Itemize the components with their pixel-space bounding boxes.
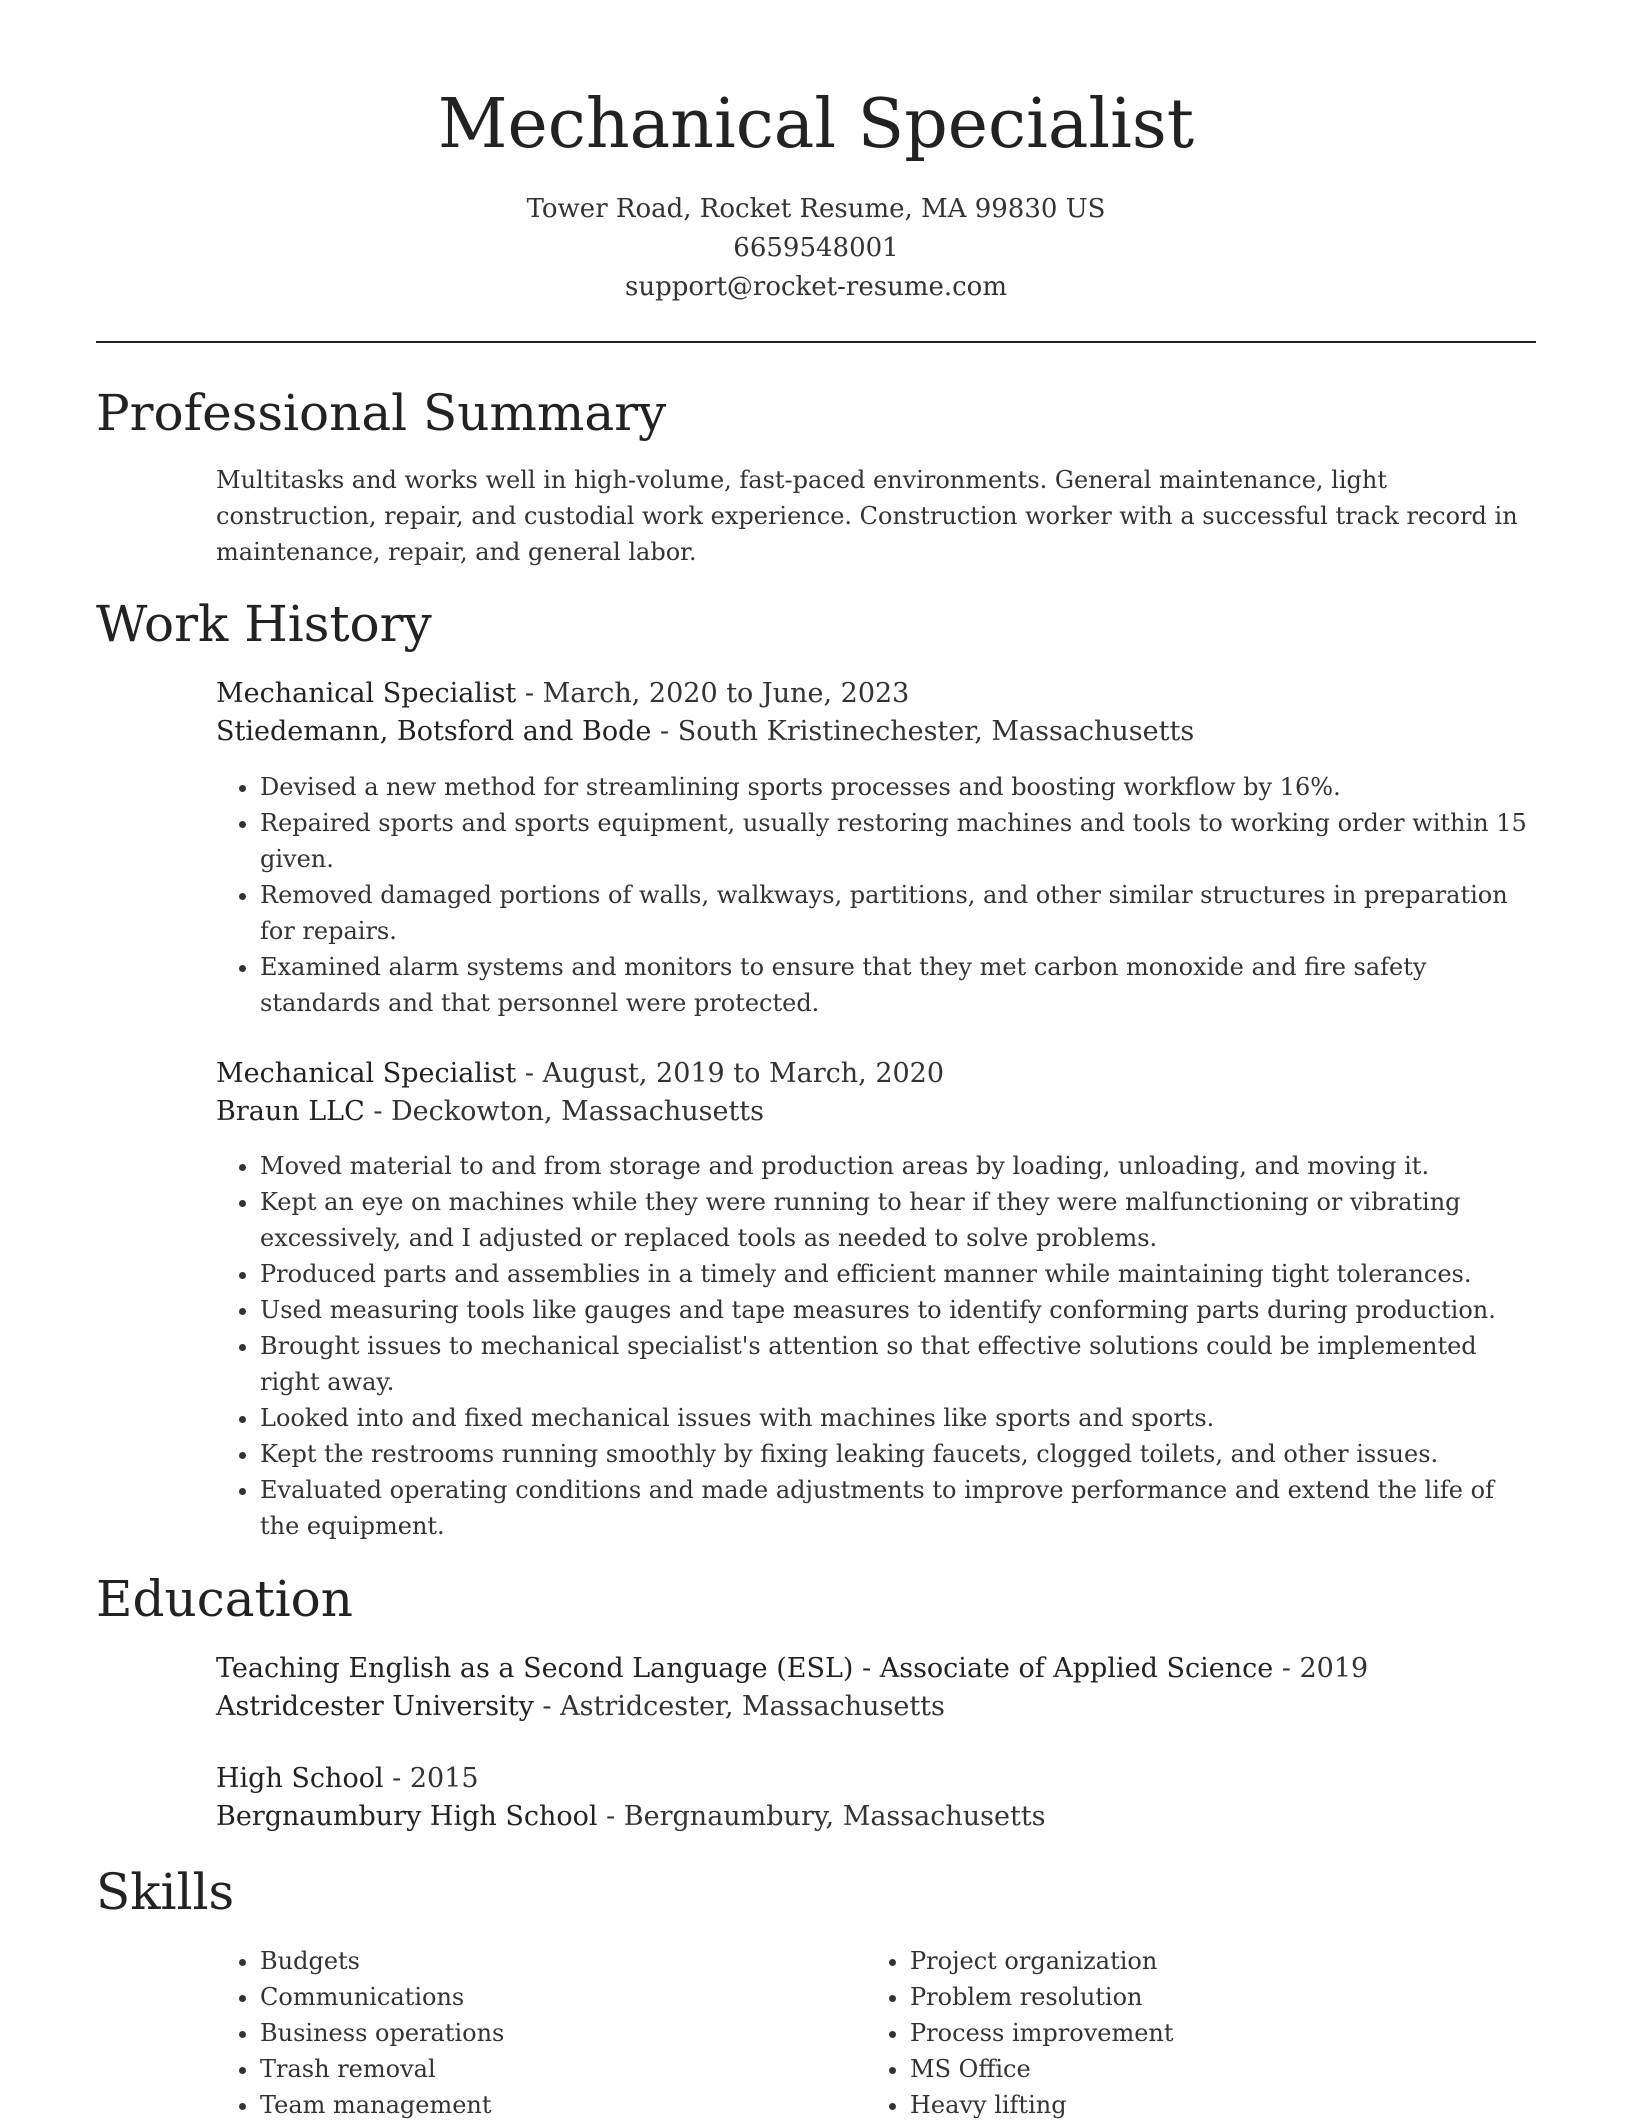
skill-item: • Project organization bbox=[910, 1943, 1466, 1979]
job-title-line bbox=[216, 1055, 1536, 1093]
list-item: • Examined alarm systems and monitors to ensure that they met carbon monoxide and fire safety standards and that personnel were protected. bbox=[260, 949, 1536, 1021]
list-item: • Used measuring tools like gauges and tape measures to identify conforming parts during production. bbox=[260, 1292, 1536, 1328]
candidate-name: Mechanical Specialist bbox=[437, 85, 1195, 164]
job-company-line bbox=[216, 713, 1536, 751]
job-bullets bbox=[216, 1148, 1536, 1544]
list-item: • Evaluated operating conditions and made adjustments to improve performance and extend the life of the equipment. bbox=[260, 1472, 1536, 1544]
education-school-line bbox=[216, 1688, 1536, 1726]
job-dates: - March, 2020 to June, 2023 bbox=[516, 678, 910, 709]
list-item: • Brought issues to mechanical specialist's attention so that effective solutions could be implemented right away. bbox=[260, 1328, 1536, 1400]
education-school-line bbox=[216, 1798, 1536, 1836]
education-location: - Astridcester, Massachusetts bbox=[533, 1691, 945, 1722]
list-item: • Kept an eye on machines while they were running to hear if they were malfunctioning or vibrating excessively, and I adjusted or replaced tools as needed to solve problems. bbox=[260, 1184, 1536, 1256]
job-location: - South Kristinechester, Massachusetts bbox=[651, 716, 1195, 747]
education-degree-line bbox=[216, 1650, 1536, 1688]
contact-block bbox=[0, 190, 1632, 307]
skill-item: • Problem resolution bbox=[910, 1979, 1466, 2015]
list-item: • Moved material to and from storage and production areas by loading, unloading, and moving it. bbox=[260, 1148, 1536, 1184]
education-heading: Education bbox=[96, 1570, 353, 1628]
education-degree: High School bbox=[216, 1763, 384, 1794]
contact-phone: 6659548001 bbox=[733, 233, 899, 263]
education-location: - Bergnaumbury, Massachusetts bbox=[597, 1801, 1046, 1832]
job-location: - Deckowton, Massachusetts bbox=[364, 1096, 764, 1127]
job-company: Braun LLC bbox=[216, 1096, 365, 1127]
job-role: Mechanical Specialist bbox=[216, 678, 517, 709]
skill-item: • Budgets bbox=[260, 1943, 816, 1979]
list-item: • Removed damaged portions of walls, walkways, partitions, and other similar structures in preparation for repairs. bbox=[260, 877, 1536, 949]
education-year: - 2019 bbox=[1273, 1653, 1369, 1684]
job-company: Stiedemann, Botsford and Bode bbox=[216, 716, 652, 747]
summary-text: Multitasks and works well in high-volume, fast-paced environments. General maintenance, light construction, repair, and custodial work experience. Construction worker with a successful track record in maintenance, repair, and general labor. bbox=[216, 466, 1518, 566]
job-title-line bbox=[216, 675, 1536, 713]
contact-address: Tower Road, Rocket Resume, MA 99830 US bbox=[526, 194, 1106, 224]
work-history-heading: Work History bbox=[96, 595, 432, 653]
list-item: • Looked into and fixed mechanical issues with machines like sports and sports. bbox=[260, 1400, 1536, 1436]
education-school: Astridcester University bbox=[216, 1691, 534, 1722]
education-degree-line bbox=[216, 1760, 1536, 1798]
summary-heading: Professional Summary bbox=[96, 384, 667, 442]
contact-email: support@rocket-resume.com bbox=[624, 272, 1007, 302]
education-degree: Teaching English as a Second Language (ESL) - Associate of Applied Science bbox=[216, 1653, 1274, 1684]
education-school: Bergnaumbury High School bbox=[216, 1801, 598, 1832]
skill-item: • Trash removal bbox=[260, 2051, 816, 2087]
skills-list-left bbox=[216, 1943, 816, 2123]
skill-item: • Process improvement bbox=[910, 2015, 1466, 2051]
skill-item: • Business operations bbox=[260, 2015, 816, 2051]
list-item: • Produced parts and assemblies in a timely and efficient manner while maintaining tight tolerances. bbox=[260, 1256, 1536, 1292]
job-dates: - August, 2019 to March, 2020 bbox=[516, 1058, 945, 1089]
education-year: - 2015 bbox=[383, 1763, 479, 1794]
job-bullets bbox=[216, 769, 1536, 1021]
list-item: • Kept the restrooms running smoothly by fixing leaking faucets, clogged toilets, and other issues. bbox=[260, 1436, 1536, 1472]
skill-item: • Heavy lifting bbox=[910, 2087, 1466, 2123]
job-company-line bbox=[216, 1093, 1536, 1131]
skills-list-right bbox=[866, 1943, 1466, 2123]
skill-item: • Team management bbox=[260, 2087, 816, 2123]
job-role: Mechanical Specialist bbox=[216, 1058, 517, 1089]
skills-heading: Skills bbox=[96, 1863, 235, 1921]
list-item: • Repaired sports and sports equipment, usually restoring machines and tools to working order within 15 given. bbox=[260, 805, 1536, 877]
skill-item: • MS Office bbox=[910, 2051, 1466, 2087]
skill-item: • Communications bbox=[260, 1979, 816, 2015]
header-divider bbox=[96, 341, 1536, 343]
list-item: • Devised a new method for streamlining sports processes and boosting workflow by 16%. bbox=[260, 769, 1536, 805]
